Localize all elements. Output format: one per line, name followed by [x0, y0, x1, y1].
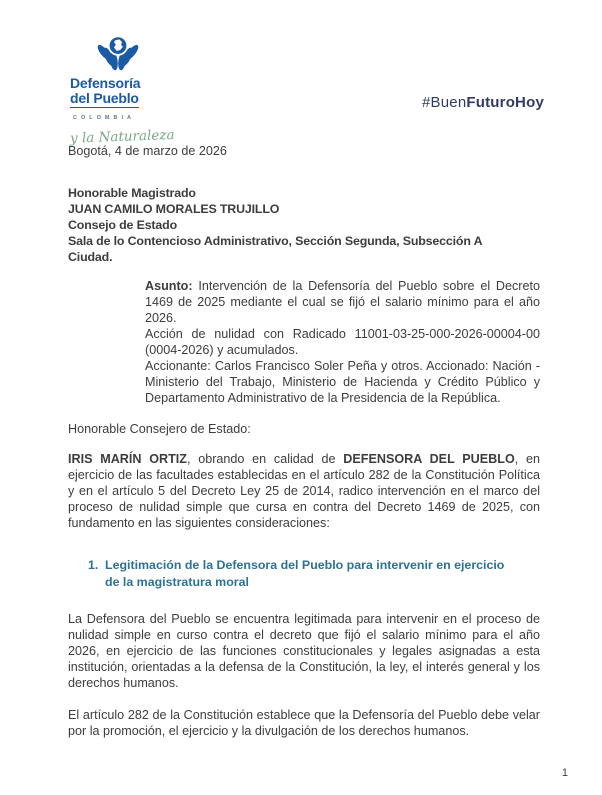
subject-line-radicado: Acción de nulidad con Radicado 11001-03-25-000-2026-00004-00 (0004-2026) y acumulados. — [145, 327, 540, 357]
campaign-hashtag — [422, 95, 544, 111]
body-paragraph-1: La Defensora del Pueblo se encuentra legitimada para intervenir en el proceso de nulidad simple en curso contra el decreto que fijó el salario mínimo para el año 2026, en ejercicio de las funciones constitucionales y legales asignadas a esta institución, orientadas a la defensa de la Constitución, la ley, el interés general y los derechos humanos. — [68, 612, 540, 690]
recipient-line-city: Ciudad. — [68, 250, 113, 264]
hashtag-light-part: #Buen — [422, 94, 467, 111]
salutation: Honorable Consejero de Estado: — [68, 422, 251, 436]
letterhead — [68, 33, 544, 147]
page-number: 1 — [561, 767, 568, 779]
subject-text: Intervención de la Defensoría del Pueblo sobre el Decreto 1469 de 2025 mediante el cual se fijó el salario mínimo para el año 2026. — [145, 279, 540, 325]
recipient-line-chamber: Sala de lo Contencioso Administrativo, Sección Segunda, Subsección A — [68, 234, 483, 248]
body-paragraph-2: El artículo 282 de la Constitución establece que la Defensoría del Pueblo debe velar por la promoción, el ejercicio y la divulgación de los derechos humanos. — [68, 708, 540, 738]
intro-paragraph — [68, 451, 540, 531]
intro-mid-text: , obrando en calidad de — [187, 452, 344, 466]
logo-text-colombia: COLOMBIA — [73, 114, 135, 121]
logo-tagline: y la Naturaleza — [69, 126, 175, 147]
logo-text-line1: Defensoría — [70, 75, 141, 91]
hashtag-bold-part: FuturoHoy — [466, 94, 544, 111]
recipient-line-title: Honorable Magistrado — [68, 186, 196, 200]
section-1-number: 1. — [88, 558, 99, 572]
section-1-heading — [88, 557, 540, 590]
logo-text-line2: del Pueblo — [70, 89, 139, 106]
letter-date: Bogotá, 4 de marzo de 2026 — [68, 144, 227, 158]
section-1-title: Legitimación de la Defensora del Pueblo para intervenir en ejercicio de la magistratura moral — [105, 558, 505, 589]
intro-rest-text: , en ejercicio de las facultades establecidas en el artículo 282 de la Constitución Política y en el artículo 5 del Decreto Ley 25 de 2014, radico intervención en el marco del proceso de nulidad simple que cursa en contra del Decreto 1469 de 2025, con fundamento en las siguientes consideraciones: — [68, 452, 540, 530]
subject-line-parties: Accionante: Carlos Francisco Soler Peña y otros. Accionado: Nación - Ministerio del Trabajo, Ministerio de Hacienda y Crédito Público y Departamento Administrativo de la Presidencia de la República. — [145, 359, 540, 405]
recipient-line-name: JUAN CAMILO MORALES TRUJILLO — [68, 202, 280, 216]
defensora-role: DEFENSORA DEL PUEBLO — [343, 452, 515, 466]
subject-block — [145, 278, 540, 406]
defensoria-emblem-icon — [95, 33, 141, 75]
recipient-line-court: Consejo de Estado — [68, 218, 177, 232]
defensora-name: IRIS MARÍN ORTIZ — [68, 452, 187, 466]
subject-label: Asunto: — [145, 279, 193, 293]
defensoria-logo — [69, 33, 175, 147]
recipient-block — [68, 185, 540, 265]
subject-line-asunto — [145, 278, 540, 326]
